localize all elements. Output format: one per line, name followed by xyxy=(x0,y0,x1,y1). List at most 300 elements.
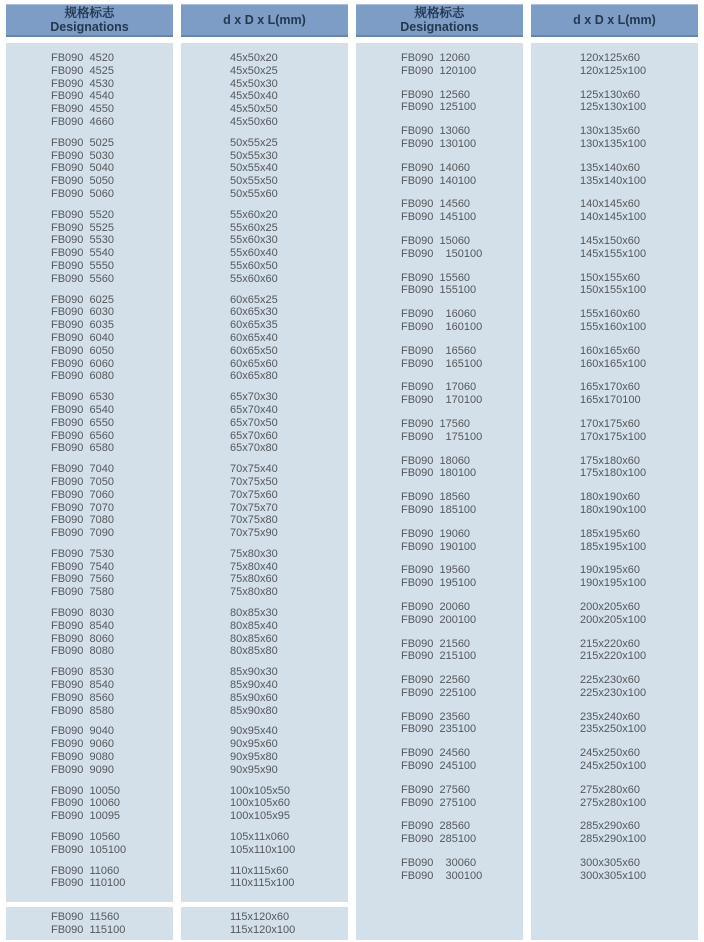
spec-group xyxy=(531,162,698,188)
designation-cell: FB090 22560 xyxy=(401,674,471,687)
dimension-cell: 180x190x100 xyxy=(580,503,647,516)
designation-cell: FB090 8030 xyxy=(51,607,114,620)
dimension-cell: 170x175x100 xyxy=(580,430,647,443)
spec-group xyxy=(181,391,348,455)
designation-cell: FB090 15060 xyxy=(401,234,471,247)
dimension-cell: 75x80x30 xyxy=(230,547,278,560)
designation-cell: FB090 235100 xyxy=(401,723,477,736)
designation-cell: FB090 145100 xyxy=(401,211,477,224)
designation-cell: FB090 14060 xyxy=(401,161,471,174)
designation-cell: FB090 6530 xyxy=(51,391,114,404)
dimension-cell: 115x120x60 xyxy=(230,911,290,923)
designation-cell: FB090 130100 xyxy=(401,137,477,150)
dimension-cell: 75x80x60 xyxy=(230,573,278,586)
dimension-cell: 190x195x100 xyxy=(580,577,647,590)
dimension-cell: 165x170100 xyxy=(580,394,641,407)
dimension-cell: 140x145x100 xyxy=(580,211,647,224)
left-dimensions-tail-block xyxy=(181,907,348,940)
spec-group xyxy=(6,391,173,455)
spec-group xyxy=(356,674,523,700)
right-designations-column xyxy=(356,4,523,940)
designation-cell: FB090 5520 xyxy=(51,208,114,221)
designation-cell: FB090 7530 xyxy=(51,547,114,560)
spec-group xyxy=(6,209,173,286)
dimension-cell: 275x280x60 xyxy=(580,783,640,796)
designations-header-zh: 规格标志 xyxy=(64,6,115,20)
designation-cell: FB090 175100 xyxy=(401,430,483,443)
dimension-cell: 100x105x60 xyxy=(230,797,290,810)
dimension-cell: 170x175x60 xyxy=(580,417,640,430)
dimension-cell: 235x240x60 xyxy=(580,710,640,723)
dimension-cell: 225x230x60 xyxy=(580,674,640,687)
designation-cell: FB090 140100 xyxy=(401,174,477,187)
dimension-cell: 85x90x40 xyxy=(230,679,278,692)
designation-cell: FB090 275100 xyxy=(401,796,477,809)
spec-group xyxy=(181,865,348,891)
spec-group xyxy=(6,785,173,823)
dimension-cell: 50x55x25 xyxy=(230,136,278,149)
dims-header-label: d x D x L(mm) xyxy=(223,13,306,27)
spec-group xyxy=(356,52,523,78)
right-dimensions-body xyxy=(531,43,698,940)
spec-group xyxy=(356,638,523,664)
dimension-cell: 155x160x100 xyxy=(580,320,647,333)
dimension-cell: 225x230x100 xyxy=(580,686,647,699)
dimension-cell: 80x85x40 xyxy=(230,619,278,632)
designation-cell: FB090 6050 xyxy=(51,344,114,357)
dimension-cell: 65x70x80 xyxy=(230,442,278,455)
dimension-cell: 185x195x60 xyxy=(580,527,640,540)
spec-group xyxy=(531,564,698,590)
designation-cell: FB090 13060 xyxy=(401,125,471,138)
dimension-cell: 245x250x100 xyxy=(580,760,647,773)
designation-cell: FB090 17560 xyxy=(401,417,471,430)
spec-group xyxy=(531,89,698,115)
dimension-cell: 135x140x60 xyxy=(580,161,640,174)
left-dimensions-body xyxy=(181,43,348,902)
designation-cell: FB090 4550 xyxy=(51,103,114,116)
right-designations-header xyxy=(356,4,523,37)
dimension-cell: 85x90x60 xyxy=(230,691,278,704)
dimension-cell: 215x220x100 xyxy=(580,650,647,663)
designation-cell: FB090 5040 xyxy=(51,162,114,175)
dimension-cell: 70x75x70 xyxy=(230,501,278,514)
dimension-cell: 245x250x60 xyxy=(580,747,640,760)
spec-group xyxy=(531,601,698,627)
spec-group xyxy=(531,784,698,810)
designation-cell: FB090 9040 xyxy=(51,725,114,738)
dimension-cell: 175x180x100 xyxy=(580,467,647,480)
dimension-cell: 150x155x60 xyxy=(580,271,640,284)
spec-group xyxy=(181,831,348,857)
dimension-cell: 70x75x50 xyxy=(230,475,278,488)
dimension-cell: 55x60x50 xyxy=(230,259,278,272)
dimension-cell: 75x80x80 xyxy=(230,586,278,599)
dimension-cell: 215x220x60 xyxy=(580,637,640,650)
spec-group xyxy=(181,137,348,201)
dimension-cell: 45x50x20 xyxy=(230,52,278,64)
designation-cell: FB090 150100 xyxy=(401,247,483,260)
spec-group xyxy=(356,455,523,481)
dimension-cell: 50x55x40 xyxy=(230,162,278,175)
spec-group xyxy=(531,747,698,773)
dimension-cell: 60x65x25 xyxy=(230,293,278,306)
dimension-cell: 100x105x50 xyxy=(230,784,290,797)
designation-cell: FB090 5540 xyxy=(51,247,114,260)
dimension-cell: 140x145x60 xyxy=(580,198,640,211)
designation-cell: FB090 15560 xyxy=(401,271,471,284)
left-designations-header xyxy=(6,4,173,37)
dimension-cell: 60x65x35 xyxy=(230,319,278,332)
designation-cell: FB090 6540 xyxy=(51,403,114,416)
spec-group xyxy=(531,198,698,224)
dims-header-label: d x D x L(mm) xyxy=(573,13,656,27)
designation-cell: FB090 105100 xyxy=(51,843,127,856)
spec-group xyxy=(181,911,348,937)
spec-group xyxy=(181,294,348,384)
designation-cell: FB090 195100 xyxy=(401,577,477,590)
designation-cell: FB090 7540 xyxy=(51,560,114,573)
designation-cell: FB090 12560 xyxy=(401,88,471,101)
dimension-cell: 90x95x90 xyxy=(230,763,278,776)
spec-group xyxy=(531,272,698,298)
dimension-cell: 125x130x100 xyxy=(580,101,647,114)
designation-cell: FB090 16560 xyxy=(401,344,477,357)
designation-cell: FB090 10060 xyxy=(51,797,121,810)
designation-cell: FB090 19560 xyxy=(401,564,471,577)
dimension-cell: 200x205x100 xyxy=(580,613,647,626)
designation-cell: FB090 120100 xyxy=(401,64,477,77)
spec-group xyxy=(531,418,698,444)
designation-cell: FB090 6580 xyxy=(51,442,114,455)
dimension-cell: 60x65x80 xyxy=(230,370,278,383)
designation-cell: FB090 4520 xyxy=(51,52,114,64)
designation-cell: FB090 10560 xyxy=(51,831,121,844)
spec-group xyxy=(531,455,698,481)
spec-group xyxy=(181,607,348,658)
dimension-cell: 185x195x100 xyxy=(580,540,647,553)
dimension-cell: 50x55x50 xyxy=(230,175,278,188)
left-dimensions-column xyxy=(181,4,348,940)
spec-group xyxy=(6,725,173,776)
dimension-cell: 55x60x60 xyxy=(230,272,278,285)
spec-group xyxy=(356,857,523,883)
dimension-cell: 80x85x80 xyxy=(230,645,278,658)
designation-cell: FB090 10095 xyxy=(51,810,121,823)
spec-group xyxy=(181,52,348,129)
dimension-cell: 85x90x30 xyxy=(230,666,278,679)
designation-cell: FB090 19060 xyxy=(401,527,471,540)
dimension-cell: 65x70x30 xyxy=(230,391,278,404)
dimension-cell: 115x120x100 xyxy=(230,923,296,936)
designation-cell: FB090 170100 xyxy=(401,394,483,407)
dimension-cell: 45x50x60 xyxy=(230,115,278,128)
dimension-cell: 180x190x60 xyxy=(580,491,640,504)
designation-cell: FB090 190100 xyxy=(401,540,477,553)
designation-cell: FB090 6025 xyxy=(51,293,114,306)
dimension-cell: 65x70x50 xyxy=(230,416,278,429)
dimension-cell: 150x155x100 xyxy=(580,284,647,297)
designation-cell: FB090 185100 xyxy=(401,503,477,516)
designation-cell: FB090 11560 xyxy=(51,911,120,923)
dimension-cell: 90x95x40 xyxy=(230,725,278,738)
dimension-cell: 100x105x95 xyxy=(230,810,290,823)
designation-cell: FB090 17060 xyxy=(401,381,477,394)
dimension-cell: 70x75x60 xyxy=(230,488,278,501)
spec-group xyxy=(531,345,698,371)
left-dimensions-header xyxy=(181,4,348,37)
designation-cell: FB090 285100 xyxy=(401,833,477,846)
spec-group xyxy=(531,711,698,737)
designation-cell: FB090 4525 xyxy=(51,64,114,77)
designation-cell: FB090 9060 xyxy=(51,738,114,751)
dimension-cell: 120x125x60 xyxy=(580,52,640,64)
designation-cell: FB090 20060 xyxy=(401,600,471,613)
designation-cell: FB090 5060 xyxy=(51,187,114,200)
dimension-cell: 105x11x060 xyxy=(230,831,290,844)
designation-cell: FB090 7040 xyxy=(51,463,114,476)
designation-cell: FB090 21560 xyxy=(401,637,471,650)
dimension-cell: 45x50x50 xyxy=(230,103,278,116)
dimension-cell: 55x60x25 xyxy=(230,221,278,234)
spec-group xyxy=(356,272,523,298)
designation-cell: FB090 9090 xyxy=(51,763,114,776)
designation-cell: FB090 165100 xyxy=(401,357,483,370)
dimension-cell: 160x165x100 xyxy=(580,357,647,370)
dimension-cell: 45x50x30 xyxy=(230,77,278,90)
spec-group xyxy=(356,784,523,810)
spec-group xyxy=(356,308,523,334)
spec-group xyxy=(6,548,173,599)
designations-header-zh: 规格标志 xyxy=(414,6,465,20)
dimension-cell: 50x55x60 xyxy=(230,187,278,200)
designation-cell: FB090 300100 xyxy=(401,869,483,882)
dimension-cell: 70x75x40 xyxy=(230,463,278,476)
dimension-cell: 275x280x100 xyxy=(580,796,647,809)
dimension-cell: 90x95x80 xyxy=(230,751,278,764)
designation-cell: FB090 9080 xyxy=(51,751,114,764)
designation-cell: FB090 110100 xyxy=(51,877,126,890)
designation-cell: FB090 6030 xyxy=(51,306,114,319)
dimension-cell: 285x290x60 xyxy=(580,820,640,833)
designation-cell: FB090 6040 xyxy=(51,331,114,344)
designation-cell: FB090 215100 xyxy=(401,650,477,663)
spec-group xyxy=(531,491,698,517)
designation-cell: FB090 8580 xyxy=(51,704,114,717)
spec-group xyxy=(356,601,523,627)
dimension-cell: 145x155x100 xyxy=(580,247,647,260)
spec-group xyxy=(356,162,523,188)
designation-cell: FB090 6550 xyxy=(51,416,114,429)
spec-group xyxy=(531,381,698,407)
spec-group xyxy=(531,308,698,334)
designation-cell: FB090 8530 xyxy=(51,666,114,679)
designation-cell: FB090 12060 xyxy=(401,52,471,64)
designation-cell: FB090 8080 xyxy=(51,645,114,658)
dimension-cell: 90x95x60 xyxy=(230,738,278,751)
dimension-cell: 130x135x100 xyxy=(580,137,647,150)
spec-group xyxy=(6,831,173,857)
spec-group xyxy=(181,725,348,776)
dimension-cell: 60x65x50 xyxy=(230,344,278,357)
spec-group xyxy=(356,491,523,517)
designation-cell: FB090 180100 xyxy=(401,467,477,480)
designation-cell: FB090 8560 xyxy=(51,691,114,704)
dimension-cell: 65x70x40 xyxy=(230,403,278,416)
spec-group xyxy=(6,52,173,129)
left-designations-body xyxy=(6,43,173,902)
dimension-cell: 80x85x30 xyxy=(230,607,278,620)
dimension-cell: 300x305x60 xyxy=(580,857,640,870)
designation-cell: FB090 5560 xyxy=(51,272,114,285)
designation-cell: FB090 7090 xyxy=(51,527,114,540)
dimension-cell: 125x130x60 xyxy=(580,88,640,101)
spec-group xyxy=(531,125,698,151)
dimension-cell: 235x250x100 xyxy=(580,723,647,736)
designation-cell: FB090 18060 xyxy=(401,454,471,467)
spec-group xyxy=(356,198,523,224)
dimension-cell: 70x75x90 xyxy=(230,527,278,540)
dimension-cell: 60x65x60 xyxy=(230,357,278,370)
dimension-cell: 70x75x80 xyxy=(230,514,278,527)
designation-cell: FB090 14560 xyxy=(401,198,471,211)
dimension-cell: 285x290x100 xyxy=(580,833,647,846)
dimension-cell: 110x115x60 xyxy=(230,864,289,877)
designation-cell: FB090 6060 xyxy=(51,357,114,370)
spec-group xyxy=(6,666,173,717)
spec-group xyxy=(6,865,173,891)
spec-group xyxy=(356,381,523,407)
designation-cell: FB090 5525 xyxy=(51,221,114,234)
spec-group xyxy=(6,463,173,540)
designation-cell: FB090 28560 xyxy=(401,820,471,833)
dimension-cell: 200x205x60 xyxy=(580,600,640,613)
spec-group xyxy=(356,564,523,590)
dimension-cell: 175x180x60 xyxy=(580,454,640,467)
dimension-cell: 45x50x40 xyxy=(230,90,278,103)
spec-group xyxy=(181,548,348,599)
spec-group xyxy=(531,857,698,883)
left-designations-column xyxy=(6,4,173,940)
spec-group xyxy=(531,52,698,78)
spec-group xyxy=(356,711,523,737)
designation-cell: FB090 10050 xyxy=(51,784,121,797)
spec-group xyxy=(356,528,523,554)
designation-cell: FB090 8060 xyxy=(51,632,114,645)
designation-cell: FB090 6080 xyxy=(51,370,114,383)
designation-cell: FB090 6560 xyxy=(51,429,114,442)
designation-cell: FB090 6035 xyxy=(51,319,114,332)
designation-cell: FB090 7560 xyxy=(51,573,114,586)
dimension-cell: 45x50x25 xyxy=(230,64,278,77)
left-designations-tail-block xyxy=(6,907,173,940)
dimension-cell: 60x65x40 xyxy=(230,331,278,344)
designation-cell: FB090 160100 xyxy=(401,320,483,333)
designation-cell: FB090 4530 xyxy=(51,77,114,90)
dimension-cell: 135x140x100 xyxy=(580,174,647,187)
designation-cell: FB090 5550 xyxy=(51,259,114,272)
dimension-cell: 165x170x60 xyxy=(580,381,640,394)
dimension-cell: 85x90x80 xyxy=(230,704,278,717)
dimension-cell: 65x70x60 xyxy=(230,429,278,442)
dimension-cell: 55x60x40 xyxy=(230,247,278,260)
designation-cell: FB090 4540 xyxy=(51,90,114,103)
dimension-cell: 120x125x100 xyxy=(580,64,647,77)
designation-cell: FB090 11060 xyxy=(51,864,120,877)
designation-cell: FB090 5530 xyxy=(51,234,114,247)
designation-cell: FB090 225100 xyxy=(401,686,477,699)
designation-cell: FB090 30060 xyxy=(401,857,477,870)
designation-cell: FB090 7580 xyxy=(51,586,114,599)
dimension-cell: 110x115x100 xyxy=(230,877,295,890)
spec-group xyxy=(531,820,698,846)
designation-cell: FB090 200100 xyxy=(401,613,477,626)
spec-group xyxy=(181,666,348,717)
designation-cell: FB090 155100 xyxy=(401,284,477,297)
dimension-cell: 60x65x30 xyxy=(230,306,278,319)
spec-group xyxy=(356,235,523,261)
designation-cell: FB090 5050 xyxy=(51,175,114,188)
spec-group xyxy=(181,463,348,540)
designation-cell: FB090 4660 xyxy=(51,115,114,128)
designation-cell: FB090 7070 xyxy=(51,501,114,514)
designations-header-en: Designations xyxy=(50,20,129,34)
dimension-cell: 145x150x60 xyxy=(580,234,640,247)
designation-cell: FB090 5030 xyxy=(51,149,114,162)
spec-group xyxy=(356,125,523,151)
spec-group xyxy=(531,528,698,554)
designation-cell: FB090 115100 xyxy=(51,923,126,936)
spec-group xyxy=(6,294,173,384)
right-dimensions-header xyxy=(531,4,698,37)
spec-group xyxy=(356,747,523,773)
spec-group xyxy=(356,345,523,371)
designations-header-en: Designations xyxy=(400,20,479,34)
spec-group xyxy=(6,911,173,937)
designation-cell: FB090 7060 xyxy=(51,488,114,501)
dimension-cell: 160x165x60 xyxy=(580,344,640,357)
right-dimensions-column xyxy=(531,4,698,940)
spec-group xyxy=(6,607,173,658)
dimension-cell: 75x80x40 xyxy=(230,560,278,573)
spec-group xyxy=(6,137,173,201)
dimension-cell: 155x160x60 xyxy=(580,308,640,321)
designation-cell: FB090 24560 xyxy=(401,747,471,760)
dimension-cell: 105x110x100 xyxy=(230,843,296,856)
spec-group xyxy=(531,235,698,261)
dimension-cell: 50x55x30 xyxy=(230,149,278,162)
dimension-cell: 55x60x20 xyxy=(230,208,278,221)
designation-cell: FB090 23560 xyxy=(401,710,471,723)
designation-cell: FB090 125100 xyxy=(401,101,477,114)
dimension-cell: 130x135x60 xyxy=(580,125,640,138)
spec-group xyxy=(356,89,523,115)
spec-group xyxy=(356,418,523,444)
dimension-cell: 80x85x60 xyxy=(230,632,278,645)
designation-cell: FB090 16060 xyxy=(401,308,477,321)
spec-group xyxy=(356,820,523,846)
designation-cell: FB090 8540 xyxy=(51,679,114,692)
designation-cell: FB090 7080 xyxy=(51,514,114,527)
dimension-cell: 55x60x30 xyxy=(230,234,278,247)
spec-group xyxy=(531,638,698,664)
spec-group xyxy=(181,209,348,286)
designation-cell: FB090 245100 xyxy=(401,760,477,773)
designation-cell: FB090 5025 xyxy=(51,136,114,149)
designation-cell: FB090 18560 xyxy=(401,491,471,504)
right-designations-body xyxy=(356,43,523,940)
designation-cell: FB090 8540 xyxy=(51,619,114,632)
